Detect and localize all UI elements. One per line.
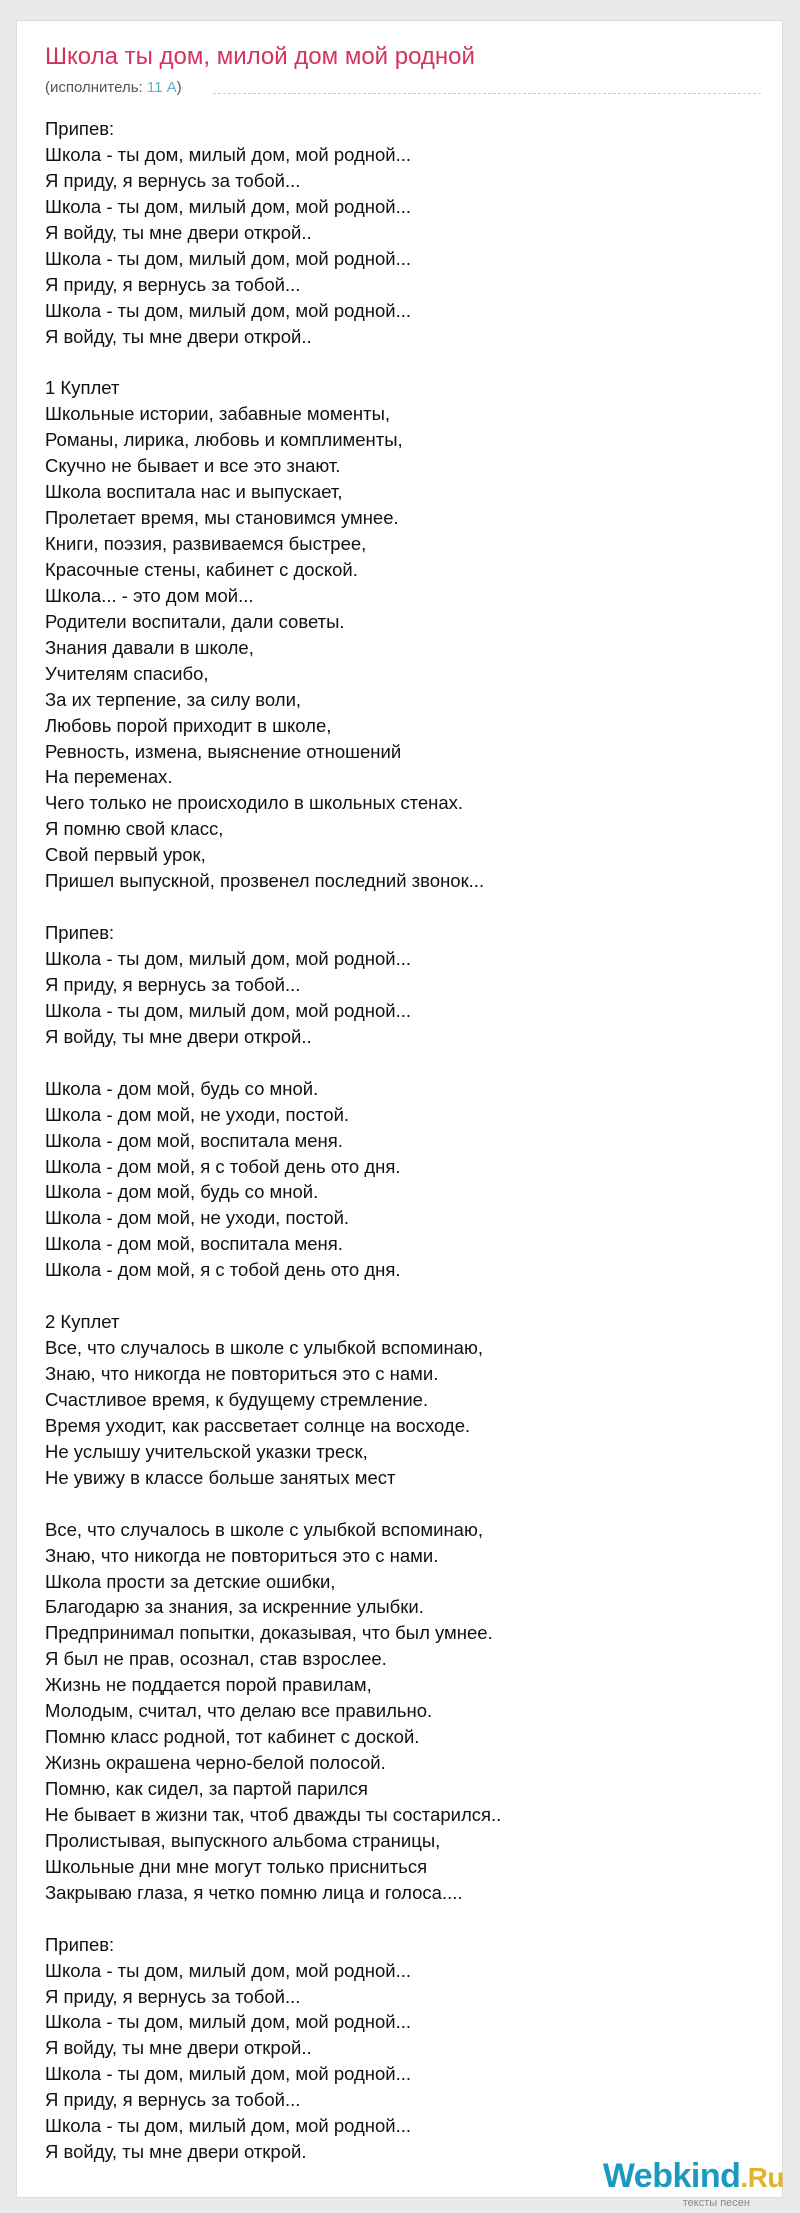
lyric-line: Школа воспитала нас и выпускает, (45, 481, 343, 503)
lyric-line: Припев: (45, 1933, 115, 1955)
lyric-line: Не увижу в классе больше занятых мест (45, 1466, 396, 1488)
lyric-line: Школа - дом мой, воспитала меня. (45, 1129, 343, 1151)
lyric-line: Школа - ты дом, милый дом, мой родной... (45, 195, 412, 217)
lyric-line: За их терпение, за силу воли, (45, 688, 302, 710)
lyric-line: Школа - ты дом, милый дом, мой родной... (45, 2063, 412, 2085)
lyric-line: Пролистывая, выпускного альбома страницы, (45, 1829, 441, 1851)
lyric-line: Родители воспитали, дали советы. (45, 610, 345, 632)
song-title: Школа ты дом, милой дом мой родной (45, 43, 475, 70)
lyric-line: Школа - ты дом, милый дом, мой родной... (45, 999, 412, 1021)
lyric-line: Школа - дом мой, будь со мной. (45, 1181, 319, 1203)
lyric-line: Я был не прав, осознал, став взрослее. (45, 1648, 387, 1670)
lyric-line: Знания давали в школе, (45, 636, 254, 658)
lyric-line: Я приду, я вернусь за тобой... (45, 273, 301, 295)
lyric-line: Я войду, ты мне двери открой.. (45, 2037, 312, 2059)
lyric-line: Школа - ты дом, милый дом, мой родной... (45, 247, 412, 269)
logo-tagline: тексты песен (682, 2197, 750, 2209)
lyric-line: Я приду, я вернусь за тобой... (45, 973, 301, 995)
lyric-line: Школа - ты дом, милый дом, мой родной... (45, 948, 412, 969)
lyrics-card (16, 20, 784, 2209)
artist-line (45, 79, 182, 96)
lyric-line: Школьные дни мне могут только присниться (45, 1855, 428, 1877)
lyric-line: Я войду, ты мне двери открой.. (45, 221, 312, 243)
stanza-gap (45, 894, 765, 920)
lyric-line: Ревность, измена, выяснение отношений (45, 740, 402, 762)
lyric-line: Все, что случалось в школе с улыбкой вспоминаю, (45, 1518, 483, 1540)
lyric-line: Школьные истории, забавные моменты, (45, 403, 391, 425)
lyric-line: Школа - ты дом, милый дом, мой родной... (45, 2011, 412, 2033)
lyric-line: Пролетает время, мы становимся умнее. (45, 507, 399, 529)
lyric-line: Знаю, что никогда не повториться это с нами. (45, 1363, 439, 1384)
lyric-line: Припев: (45, 922, 115, 944)
stanza-gap (45, 1906, 765, 1932)
artist-link[interactable]: 11 А (146, 79, 177, 96)
lyric-line: Чего только не происходило в школьных стенах. (45, 792, 464, 814)
lyric-line: Предпринимал попытки, доказывая, что был умнее. (45, 1622, 493, 1644)
stanza-gap (45, 349, 765, 375)
lyric-line: Не услышу учительской указки треск, (45, 1440, 368, 1462)
lyric-line: Я войду, ты мне двери открой.. (45, 325, 312, 347)
lyric-line: Скучно не бывает и все это знают. (45, 455, 341, 477)
lyric-line: Учителям спасибо, (45, 662, 209, 684)
stanza-gap (45, 1491, 765, 1517)
lyric-line: Школа - дом мой, будь со мной. (45, 1077, 319, 1099)
artist-prefix: (исполнитель: (45, 79, 147, 96)
lyric-line: Жизнь не поддается порой правилам, (45, 1674, 372, 1696)
site-logo[interactable] (585, 2157, 790, 2213)
lyric-line: Школа - дом мой, не уходи, постой. (45, 1207, 350, 1229)
stanza-gap (45, 1050, 765, 1076)
lyric-line: 2 Куплет (45, 1311, 120, 1333)
lyric-line: Я войду, ты мне двери открой.. (45, 1025, 312, 1047)
lyric-line: Не бывает в жизни так, чтоб дважды ты состарился.. (45, 1803, 502, 1825)
lyric-line: Школа... - это дом мой... (45, 584, 254, 606)
lyric-line: Свой первый урок, (45, 844, 206, 866)
lyric-line: Я войду, ты мне двери открой. (45, 2141, 307, 2163)
lyric-line: Любовь порой приходит в школе, (45, 714, 332, 736)
lyric-line: Помню, как сидел, за партой парился (45, 1778, 368, 1799)
stanza-gap (45, 1283, 765, 1309)
lyric-line: Школа - ты дом, милый дом, мой родной... (45, 299, 412, 321)
lyric-line: Припев: (45, 118, 115, 139)
lyric-line: Я приду, я вернусь за тобой... (45, 169, 301, 191)
logo-tld: .Ru (740, 2162, 784, 2193)
logo-wordmark (603, 2157, 784, 2196)
lyric-line: Школа - ты дом, милый дом, мой родной... (45, 1959, 412, 1981)
lyric-line: Благодарю за знания, за искренние улыбки. (45, 1596, 424, 1618)
lyric-line: Пришел выпускной, прозвенел последний звонок... (45, 870, 485, 892)
lyric-line: На переменах. (45, 766, 173, 788)
lyric-line: Я помню свой класс, (45, 818, 224, 840)
lyric-line: Книги, поэзия, развиваемся быстрее, (45, 533, 367, 554)
lyric-line: Красочные стены, кабинет с доской. (45, 558, 358, 580)
lyric-line: Школа - дом мой, я с тобой день ото дня. (45, 1259, 401, 1281)
lyric-line: Школа прости за детские ошибки, (45, 1570, 336, 1592)
lyric-line: Время уходит, как рассветает солнце на восходе. (45, 1414, 471, 1436)
lyric-line: Школа - дом мой, воспитала меня. (45, 1233, 343, 1255)
lyrics-body (45, 116, 765, 2165)
lyric-line: Школа - дом мой, я с тобой день ото дня. (45, 1155, 401, 1177)
lyric-line: Жизнь окрашена черно-белой полосой. (45, 1752, 386, 1774)
lyric-line: Молодым, считал, что делаю все правильно. (45, 1700, 433, 1722)
logo-kind: kind (672, 2157, 741, 2195)
artist-suffix: ) (176, 79, 182, 96)
lyric-line: 1 Куплет (45, 377, 120, 399)
lyric-line: Закрываю глаза, я четко помню лица и голоса.... (45, 1881, 463, 1903)
lyric-line: Счастливое время, к будущему стремление. (45, 1388, 429, 1410)
logo-web: Web (602, 2157, 673, 2195)
lyric-line: Помню класс родной, тот кабинет с доской. (45, 1726, 420, 1748)
title-divider (213, 93, 761, 94)
lyric-line: Школа - дом мой, не уходи, постой. (45, 1103, 350, 1125)
lyric-line: Все, что случалось в школе с улыбкой вспоминаю, (45, 1337, 483, 1359)
lyric-line: Знаю, что никогда не повториться это с нами. (45, 1544, 439, 1566)
lyric-line: Романы, лирика, любовь и комплименты, (45, 429, 403, 451)
lyric-line: Я приду, я вернусь за тобой... (45, 1985, 301, 2007)
lyric-line: Я приду, я вернусь за тобой... (45, 2089, 301, 2111)
lyric-line: Школа - ты дом, милый дом, мой родной... (45, 2115, 412, 2137)
lyric-line: Школа - ты дом, милый дом, мой родной... (45, 143, 412, 165)
